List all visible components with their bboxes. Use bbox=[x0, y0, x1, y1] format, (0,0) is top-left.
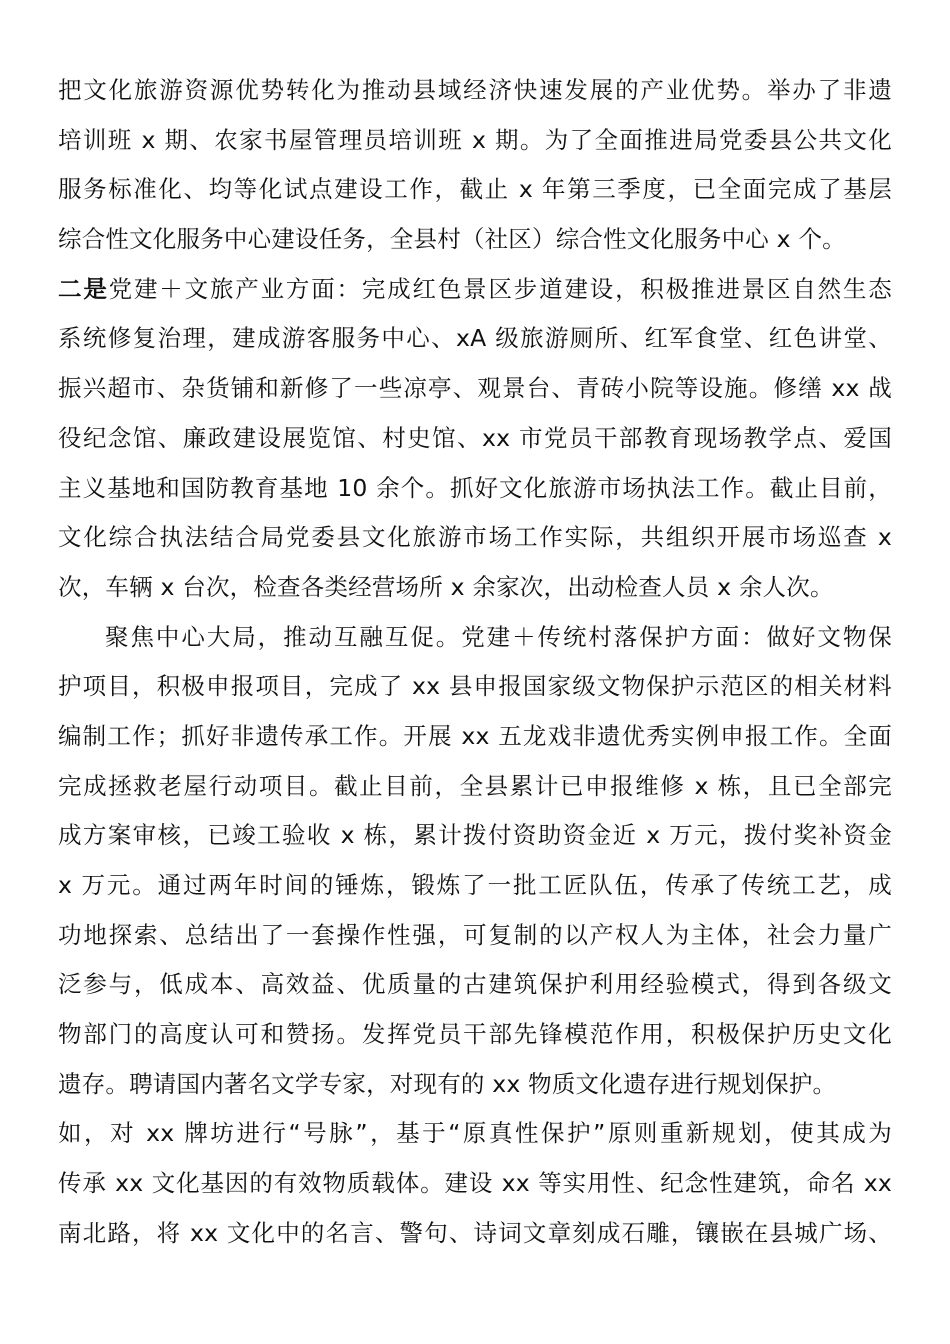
text-line-rest: 党建＋文旅产业方面：完成红色景区步道建设，积极推进景区自然生态 bbox=[108, 274, 893, 303]
text-line: 振兴超市、杂货铺和新修了一些凉亭、观景台、青砖小院等设施。修缮 xx 战 bbox=[58, 374, 892, 403]
text-line: x 万元。通过两年时间的锤炼，锻炼了一批工匠队伍，传承了传统工艺，成 bbox=[58, 871, 892, 899]
text-line: 如，对 xx 牌坊进行“号脉”，基于“原真性保护”原则重新规划，使其成为 bbox=[58, 1119, 892, 1148]
text-line: 服务标准化、均等化试点建设工作，截止 x 年第三季度，已全面完成了基层 bbox=[58, 175, 892, 204]
document-body bbox=[58, 66, 892, 1259]
paragraph-3 bbox=[58, 613, 892, 1259]
paragraph-lead: 二是 bbox=[58, 274, 109, 303]
text-line: 功地探索、总结出了一套操作性强，可复制的以产权人为主体，社会力量广 bbox=[58, 920, 892, 949]
text-line: 成方案审核，已竣工验收 x 栋，累计拨付资助资金近 x 万元，拨付奖补资金 bbox=[58, 821, 892, 850]
paragraph-2 bbox=[58, 265, 892, 613]
text-line: 遗存。聘请国内著名文学专家，对现有的 xx 物质文化遗存进行规划保护。 bbox=[58, 1069, 837, 1098]
text-line: 综合性文化服务中心建设任务，全县村（社区）综合性文化服务中心 x 个。 bbox=[58, 225, 846, 254]
text-line: 传承 xx 文化基因的有效物质载体。建设 xx 等实用性、纪念性建筑，命名 xx bbox=[58, 1169, 892, 1198]
text-line: 把文化旅游资源优势转化为推动县域经济快速发展的产业优势。举办了非遗 bbox=[58, 76, 892, 104]
text-line: 完成拯救老屋行动项目。截止目前，全县累计已申报维修 x 栋，且已全部完 bbox=[58, 771, 892, 800]
text-line: 编制工作；抓好非遗传承工作。开展 xx 五龙戏非遗优秀实例申报工作。全面 bbox=[58, 721, 892, 750]
text-line: 护项目，积极申报项目，完成了 xx 县申报国家级文物保护示范区的相关材料 bbox=[58, 672, 892, 701]
text-line: 物部门的高度认可和赞扬。发挥党员干部先锋模范作用，积极保护历史文化 bbox=[58, 1020, 892, 1049]
text-line: 南北路，将 xx 文化中的名言、警句、诗词文章刻成石雕，镶嵌在县城广场、 bbox=[58, 1218, 892, 1247]
text-line: 主义基地和国防教育基地 10 余个。抓好文化旅游市场执法工作。截止目前， bbox=[58, 473, 892, 502]
text-line bbox=[58, 265, 892, 315]
text-line: 次，车辆 x 台次，检查各类经营场所 x 余家次，出动检查人员 x 余人次。 bbox=[58, 572, 834, 601]
text-line: 培训班 x 期、农家书屋管理员培训班 x 期。为了全面推进局党委县公共文化 bbox=[58, 125, 892, 154]
paragraph-1 bbox=[58, 66, 892, 265]
text-line: 役纪念馆、廉政建设展览馆、村史馆、xx 市党员干部教育现场教学点、爱国 bbox=[58, 423, 892, 452]
text-line: 泛参与，低成本、高效益、优质量的古建筑保护利用经验模式，得到各级文 bbox=[58, 970, 892, 999]
text-line: 系统修复治理，建成游客服务中心、xA 级旅游厕所、红军食堂、红色讲堂、 bbox=[58, 324, 892, 353]
text-line: 文化综合执法结合局党委县文化旅游市场工作实际，共组织开展市场巡查 x bbox=[58, 523, 892, 552]
text-line: 聚焦中心大局，推动互融互促。党建＋传统村落保护方面：做好文物保 bbox=[105, 622, 892, 651]
